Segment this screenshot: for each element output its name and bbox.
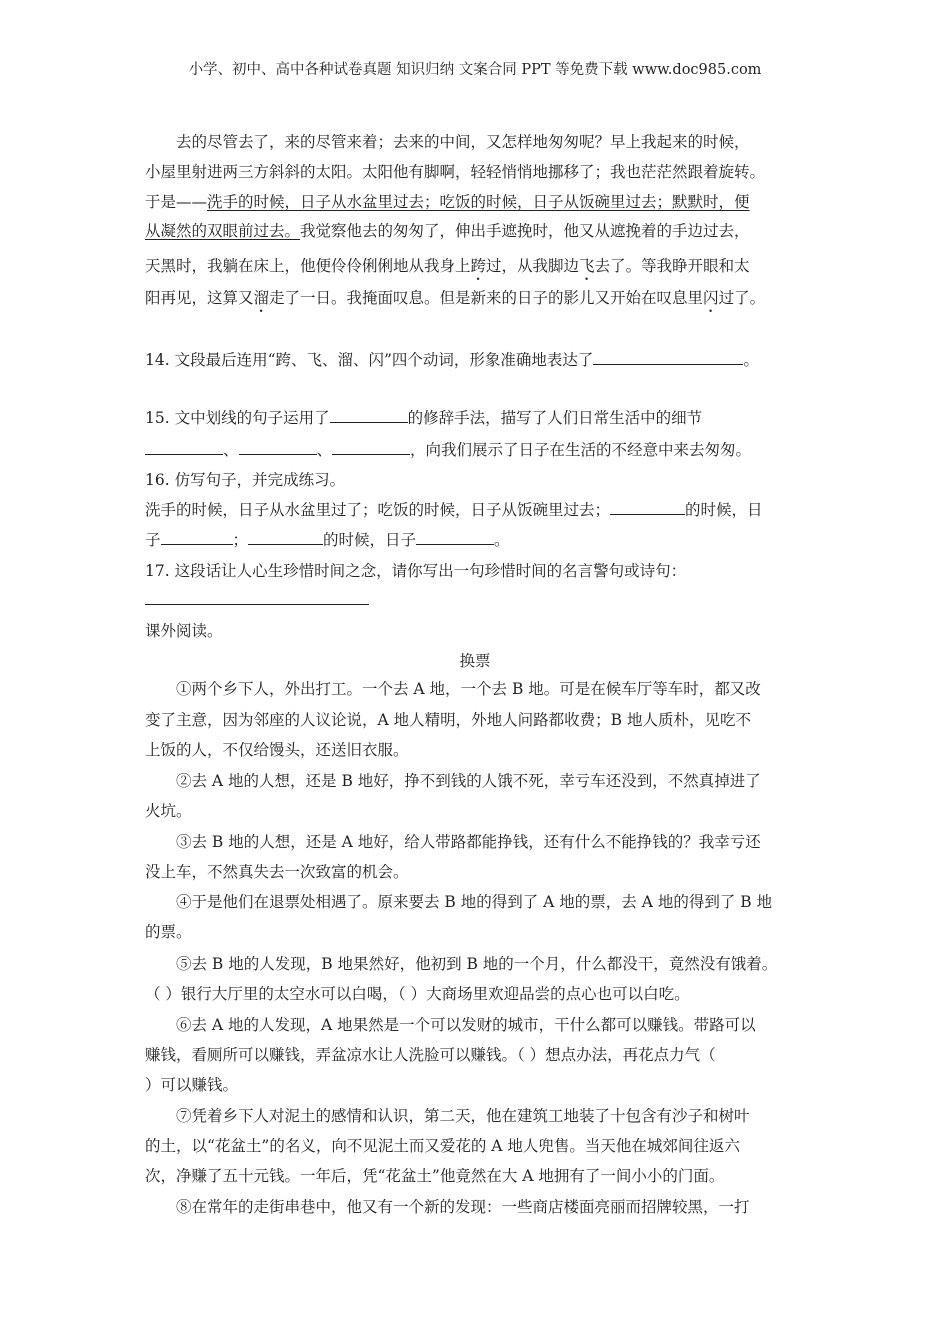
- question-text: 、: [223, 441, 239, 459]
- verb-shan: 闪: [703, 289, 719, 307]
- passage-line-1: 去的尽管去了，来的尽管来着；去来的中间，又怎样地匆匆呢？早上我起来的时候，: [176, 133, 750, 151]
- story-p1-line-1: ①两个乡下人，外出打工。一个去 A 地，一个去 B 地。可是在候车厅等车时，都又改: [176, 680, 761, 698]
- page-header: 小学、初中、高中各种试卷真题 知识归纳 文案合同 PPT 等免费下载 www.doc985.com: [188, 62, 762, 78]
- answer-blank[interactable]: [416, 530, 494, 545]
- question-text: 的时候，日子: [323, 531, 417, 549]
- question-14: [145, 350, 810, 370]
- question-15-line-2: [145, 440, 810, 460]
- answer-blank[interactable]: [145, 590, 369, 605]
- question-16-line-2: [145, 530, 810, 550]
- answer-blank[interactable]: [593, 350, 743, 365]
- underlined-sentence-end: 从凝然的双眼前过去。: [145, 222, 301, 240]
- question-text: 子: [145, 531, 161, 549]
- passage-line-3: [145, 192, 810, 212]
- verb-fei: 飞: [579, 257, 595, 275]
- verb-liu: 溜: [253, 289, 270, 307]
- story-p5-line-2: （ ）银行大厅里的太空水可以白喝，（ ）大商场里欢迎品尝的点心也可以白吃。: [145, 985, 690, 1003]
- passage-text: 走了一日。我掩面叹息。但是新来的日子的影儿又开始在叹息里: [269, 289, 704, 307]
- story-p2-line-2: 火坑。: [145, 802, 192, 820]
- answer-blank[interactable]: [610, 500, 685, 515]
- passage-line-6: [145, 288, 810, 316]
- story-p5-line-1: ⑤去 B 地的人发现，B 地果然好，他初到 B 地的一个月，什么都没干，竟然没有饿着。: [176, 955, 778, 973]
- passage-text: 过，从我脚边: [486, 257, 580, 275]
- story-p1-line-2: 变了主意，因为邻座的人议论说，A 地人精明，外地人问路都收费；B 地人质朴，见吃不: [145, 711, 751, 729]
- section-label: 课外阅读。: [145, 622, 223, 640]
- story-p1-line-3: 上饭的人，不仅给馒头，还送旧衣服。: [145, 741, 409, 759]
- question-text: 。: [494, 531, 510, 549]
- story-p6-line-3: ）可以赚钱。: [145, 1076, 239, 1094]
- story-p3-line-1: ③去 B 地的人想，还是 A 地好，给人带路都能挣钱，还有什么不能挣钱的？我幸亏还: [176, 833, 761, 851]
- question-text: ；: [232, 531, 249, 549]
- passage-text: 我觉察他去的匆匆了，伸出手遮挽时，他又从遮挽着的手边过去，: [300, 222, 750, 240]
- answer-blank[interactable]: [161, 530, 233, 545]
- question-16-line-1: [145, 500, 810, 520]
- passage-text: 去了。等我睁开眼和太: [594, 257, 750, 275]
- passage-text: 阳再见，这算又: [145, 289, 254, 307]
- question-text: 14. 文段最后连用“跨、飞、溜、闪”四个动词，形象准确地表达了: [145, 351, 594, 369]
- answer-blank[interactable]: [145, 440, 223, 455]
- story-p3-line-2: 没上车，不然真失去一次致富的机会。: [145, 863, 409, 881]
- question-15-line-1: [145, 408, 810, 428]
- passage-line-4: [145, 221, 810, 241]
- story-p4-line-1: ④于是他们在退票处相遇了。原来要去 B 地的得到了 A 地的票，去 A 地的得到了 B 地: [176, 893, 773, 911]
- story-p7-line-3: 次，净赚了五十元钱。一年后，凭“花盆土”他竟然在大 A 地拥有了一间小小的门面。: [145, 1167, 725, 1185]
- story-p8-line-1: ⑧在常年的走街串巷中，他又有一个新的发现：一些商店楼面亮丽而招牌较黑，一打: [176, 1198, 750, 1216]
- answer-blank[interactable]: [330, 408, 408, 423]
- passage-text: 过了。: [718, 289, 766, 307]
- story-p6-line-1: ⑥去 A 地的人发现，A 地果然是一个可以发财的城市，干什么都可以赚钱。带路可以: [176, 1016, 756, 1034]
- story-p7-line-1: ⑦凭着乡下人对泥土的感情和认识，第二天，他在建筑工地装了十包含有沙子和树叶: [176, 1107, 750, 1125]
- answer-blank[interactable]: [332, 440, 410, 455]
- passage-text: 天黑时，我躺在床上，他便伶伶俐俐地从我身上: [145, 257, 471, 275]
- question-16-title: 16. 仿写句子，并完成练习。: [145, 471, 346, 489]
- story-title: 换票: [459, 652, 491, 670]
- question-17: 17. 这段话让人心生珍惜时间之念，请你写出一句珍惜时间的名言警句或诗句：: [145, 562, 687, 580]
- answer-blank[interactable]: [248, 530, 323, 545]
- story-p4-line-2: 的票。: [145, 923, 192, 941]
- question-text: 15. 文中划线的句子运用了: [145, 409, 330, 427]
- question-text: 的时候，日: [685, 501, 763, 519]
- passage-text: 于是——: [145, 193, 208, 211]
- question-text: 洗手的时候，日子从水盆里过了；吃饭的时候，日子从饭碗里过去；: [145, 501, 611, 519]
- passage-line-5: [145, 256, 810, 284]
- answer-blank[interactable]: [239, 440, 317, 455]
- question-text: ，向我们展示了日子在生活的不经意中来去匆匆。: [410, 441, 752, 459]
- question-17-answer: [145, 590, 810, 610]
- story-p6-line-2: 赚钱，看厕所可以赚钱，弄盆凉水让人洗脸可以赚钱。（ ）想点办法，再花点力气（: [145, 1046, 716, 1064]
- verb-kua: 跨: [470, 257, 487, 275]
- underlined-sentence: 洗手的时候，日子从水盆里过去；吃饭的时候，日子从饭碗里过去；默默时，便: [207, 193, 750, 211]
- story-p2-line-1: ②去 A 地的人想，还是 B 地好，挣不到钱的人饿不死，幸亏车还没到，不然真掉进了: [176, 772, 761, 790]
- passage-line-2: 小屋里射进两三方斜斜的太阳。太阳他有脚啊，轻轻悄悄地挪移了；我也茫茫然跟着旋转。: [145, 163, 766, 181]
- question-text: 的修辞手法，描写了人们日常生活中的细节: [407, 409, 703, 427]
- question-text: 。: [743, 351, 759, 369]
- question-text: 、: [316, 441, 333, 459]
- story-p7-line-2: 的土，以“花盆土”的名义，向不见泥土而又爱花的 A 地人兜售。当天他在城郊间往返六: [145, 1137, 740, 1155]
